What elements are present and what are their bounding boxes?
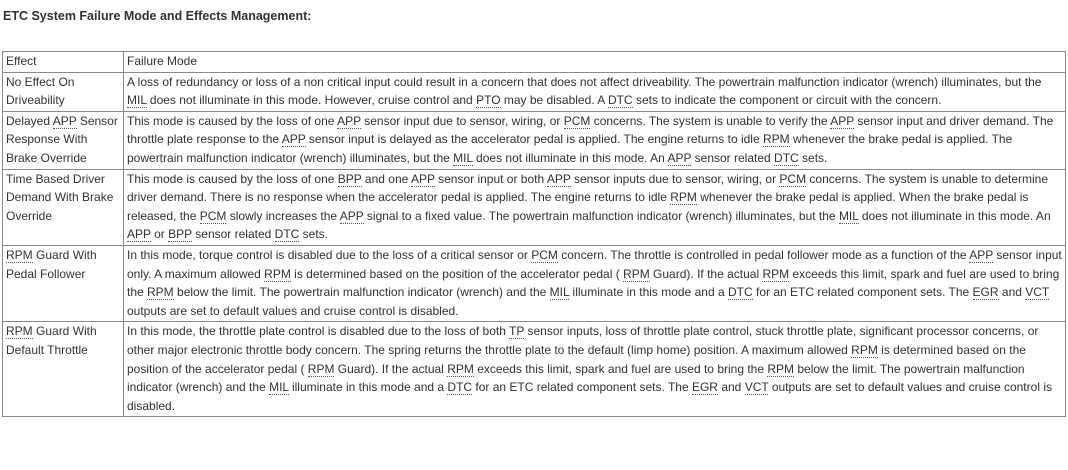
abbreviation: VCT	[744, 380, 769, 395]
abbreviation: DTC	[727, 285, 753, 300]
column-header-failure-mode: Failure Mode	[124, 52, 1066, 73]
table-header-row	[3, 52, 1066, 73]
abbreviation: RPM	[623, 266, 650, 281]
abbreviation: RPM	[762, 132, 790, 147]
abbreviation: RPM	[6, 247, 33, 262]
abbreviation: RPM	[762, 266, 790, 281]
abbreviation: VCT	[1025, 285, 1050, 300]
abbreviation: APP	[281, 132, 306, 147]
abbreviation: APP	[969, 247, 994, 262]
abbreviation: RPM	[264, 266, 291, 281]
table-row	[3, 72, 1066, 111]
table-row	[3, 111, 1066, 169]
column-header-effect: Effect	[3, 52, 124, 73]
abbreviation: RPM	[307, 361, 335, 376]
failure-mode-cell: This mode is caused by the loss of one APP sensor input due to sensor, wiring, or PCM concerns. The system is unable to verify the APP sensor input and driver demand. The throttle plate response to the APP sensor input is delayed as the accelerator pedal is applied. The engine returns to idle RPM whenever the brake pedal is applied. The powertrain malfunction indicator (wrench) illuminates, but the MIL does not illuminate in this mode. An APP sensor related DTC sets.	[124, 111, 1066, 169]
table-row	[3, 245, 1066, 321]
abbreviation: TP	[509, 324, 525, 339]
abbreviation: MIL	[549, 285, 570, 300]
failure-mode-cell: A loss of redundancy or loss of a non critical input could result in a concern that does not affect driveability. The powertrain malfunction indicator (wrench) illuminates, but the MIL does not illuminate in this mode. However, cruise control and PTO may be disabled. A DTC sets to indicate the component or circuit with the concern.	[124, 72, 1066, 111]
abbreviation: EGR	[691, 380, 718, 395]
abbreviation: MIL	[127, 93, 147, 108]
failure-mode-cell: In this mode, torque control is disabled due to the loss of a critical sensor or PCM concern. The throttle is controlled in pedal follower mode as a function of the APP sensor input only. A maximum allowed RPM is determined based on the position of the accelerator pedal ( RPM Guard). If the actual RPM exceeds this limit, spark and fuel are used to bring the RPM below the limit. The powertrain malfunction indicator (wrench) and the MIL illuminate in this mode and a DTC for an ETC related component sets. The EGR and VCT outputs are set to default values and cruise control is disabled.	[124, 245, 1066, 321]
abbreviation: RPM	[6, 324, 33, 339]
abbreviation: BPP	[337, 171, 362, 186]
effect-cell: Time Based Driver Demand With Brake Override	[3, 169, 124, 245]
table-row	[3, 169, 1066, 245]
effect-cell: No Effect On Driveability	[3, 72, 124, 111]
abbreviation: APP	[52, 113, 77, 128]
effect-cell: Delayed APP Sensor Response With Brake Override	[3, 111, 124, 169]
abbreviation: MIL	[453, 150, 473, 165]
abbreviation: PCM	[779, 171, 807, 186]
effect-cell: RPM Guard With Default Throttle	[3, 322, 124, 417]
abbreviation: APP	[830, 113, 855, 128]
table-row	[3, 322, 1066, 417]
abbreviation: APP	[410, 171, 435, 186]
abbreviation: PCM	[563, 113, 591, 128]
failure-mode-cell: This mode is caused by the loss of one BPP and one APP sensor input or both APP sensor inputs due to sensor, wiring, or PCM concerns. The system is unable to determine driver demand. There is no response when the accelerator pedal is applied. The engine returns to idle RPM whenever the brake pedal is applied. When the brake pedal is released, the PCM slowly increases the APP signal to a fixed value. The powertrain malfunction indicator (wrench) illuminates, but the MIL does not illuminate in this mode. An APP or BPP sensor related DTC sets.	[124, 169, 1066, 245]
abbreviation: RPM	[670, 190, 697, 205]
abbreviation: APP	[127, 227, 151, 242]
abbreviation: APP	[546, 171, 571, 186]
abbreviation: DTC	[774, 150, 799, 165]
abbreviation: BPP	[168, 227, 192, 242]
page-title: ETC System Failure Mode and Effects Management:	[3, 9, 312, 23]
abbreviation: DTC	[274, 227, 300, 242]
abbreviation: APP	[667, 150, 692, 165]
abbreviation: RPM	[147, 285, 174, 300]
abbreviation: DTC	[447, 380, 473, 395]
failure-mode-table	[2, 51, 1066, 417]
abbreviation: DTC	[607, 93, 633, 108]
effect-cell: RPM Guard With Pedal Follower	[3, 245, 124, 321]
abbreviation: RPM	[851, 342, 878, 357]
abbreviation: APP	[337, 113, 361, 128]
abbreviation: MIL	[269, 380, 289, 395]
abbreviation: RPM	[767, 361, 795, 376]
abbreviation: PCM	[199, 208, 227, 223]
failure-mode-cell: In this mode, the throttle plate control is disabled due to the loss of both TP sensor inputs, loss of throttle plate control, stuck throttle plate, significant processor concerns, or other major electronic throttle body concern. The spring returns the throttle plate to the default (limp home) position. A maximum allowed RPM is determined based on the position of the accelerator pedal ( RPM Guard). If the actual RPM exceeds this limit, spark and fuel are used to bring the RPM below the limit. The powertrain malfunction indicator (wrench) and the MIL illuminate in this mode and a DTC for an ETC related component sets. The EGR and VCT outputs are set to default values and cruise control is disabled.	[124, 322, 1066, 417]
abbreviation: APP	[339, 208, 364, 223]
abbreviation: MIL	[838, 208, 859, 223]
abbreviation: PTO	[476, 93, 501, 108]
abbreviation: RPM	[447, 361, 474, 376]
abbreviation: EGR	[972, 285, 999, 300]
abbreviation: PCM	[531, 247, 558, 262]
